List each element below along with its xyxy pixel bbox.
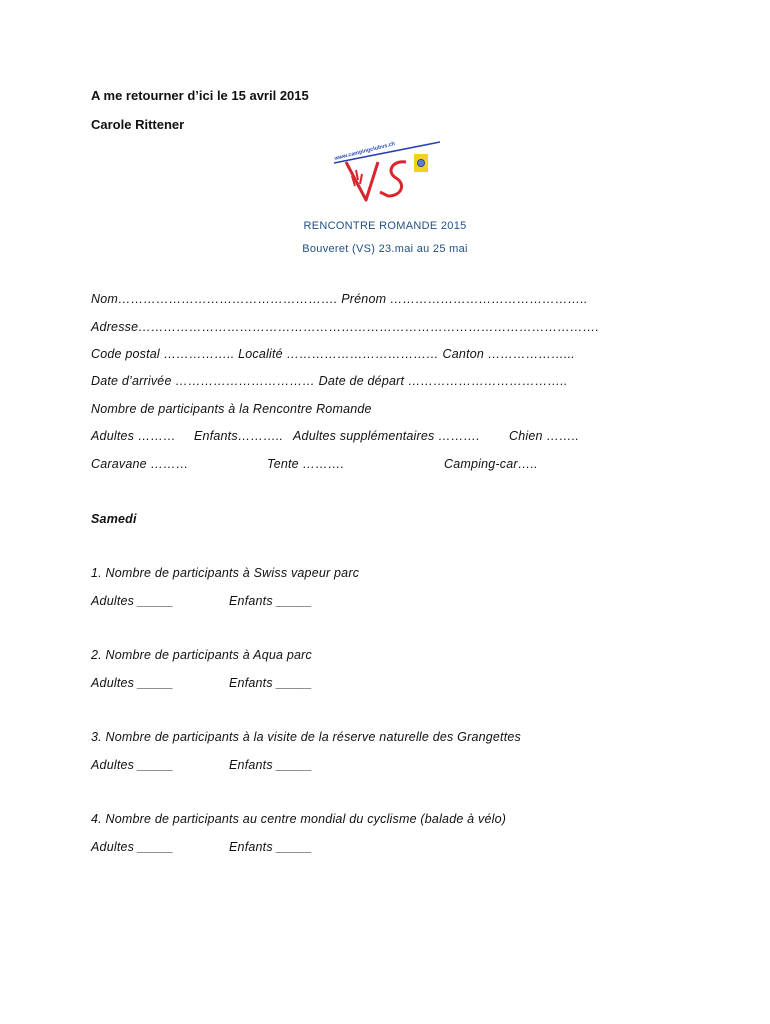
samedi-heading: Samedi bbox=[91, 512, 137, 526]
chien-field[interactable]: Chien …….. bbox=[509, 429, 580, 443]
dates-field[interactable]: Date d’arrivée …………………………… Date de départ ……………………………….. bbox=[91, 374, 568, 388]
activity-question: 2. Nombre de participants à Aqua parc bbox=[91, 648, 312, 662]
logo-url-text: www.campingclubvs.ch bbox=[334, 141, 396, 162]
activity-enfants-field[interactable]: Enfants _____ bbox=[229, 594, 313, 608]
enfants-field[interactable]: Enfants……….. bbox=[194, 429, 284, 443]
activity-adultes-field[interactable]: Adultes _____ bbox=[91, 676, 174, 690]
deadline-text: A me retourner d’ici le 15 avril 2015 bbox=[91, 88, 309, 103]
activity-question: 1. Nombre de participants à Swiss vapeur parc bbox=[91, 566, 360, 580]
activity-adultes-field[interactable]: Adultes _____ bbox=[91, 758, 174, 772]
camping-club-logo bbox=[330, 140, 442, 208]
code-postal-field[interactable]: Code postal …………….. Localité ……………………………… Canton ………………... bbox=[91, 347, 575, 361]
adultes-supp-field[interactable]: Adultes supplémentaires ………. bbox=[293, 429, 480, 443]
event-subtitle: Bouveret (VS) 23.mai au 25 mai bbox=[302, 243, 468, 255]
activity-adultes-field[interactable]: Adultes _____ bbox=[91, 594, 174, 608]
nom-prenom-field[interactable]: Nom……………………………………………. Prénom ……………………………………….. bbox=[91, 292, 588, 306]
activity-question: 4. Nombre de participants au centre mondial du cyclisme (balade à vélo) bbox=[91, 812, 507, 826]
event-title: RENCONTRE ROMANDE 2015 bbox=[303, 220, 467, 232]
activity-enfants-field[interactable]: Enfants _____ bbox=[229, 676, 313, 690]
activity-adultes-field[interactable]: Adultes _____ bbox=[91, 840, 174, 854]
caravane-field[interactable]: Caravane ……… bbox=[91, 457, 189, 471]
adultes-field[interactable]: Adultes ……… bbox=[91, 429, 176, 443]
adresse-field[interactable]: Adresse………………………………………………………………………………………………. bbox=[91, 320, 600, 334]
participants-heading: Nombre de participants à la Rencontre Romande bbox=[91, 402, 372, 416]
camping-car-field[interactable]: Camping-car….. bbox=[444, 457, 538, 471]
activity-enfants-field[interactable]: Enfants _____ bbox=[229, 758, 313, 772]
tente-field[interactable]: Tente ………. bbox=[267, 457, 345, 471]
activity-enfants-field[interactable]: Enfants _____ bbox=[229, 840, 313, 854]
activity-question: 3. Nombre de participants à la visite de la réserve naturelle des Grangettes bbox=[91, 730, 522, 744]
contact-name: Carole Rittener bbox=[91, 117, 185, 132]
